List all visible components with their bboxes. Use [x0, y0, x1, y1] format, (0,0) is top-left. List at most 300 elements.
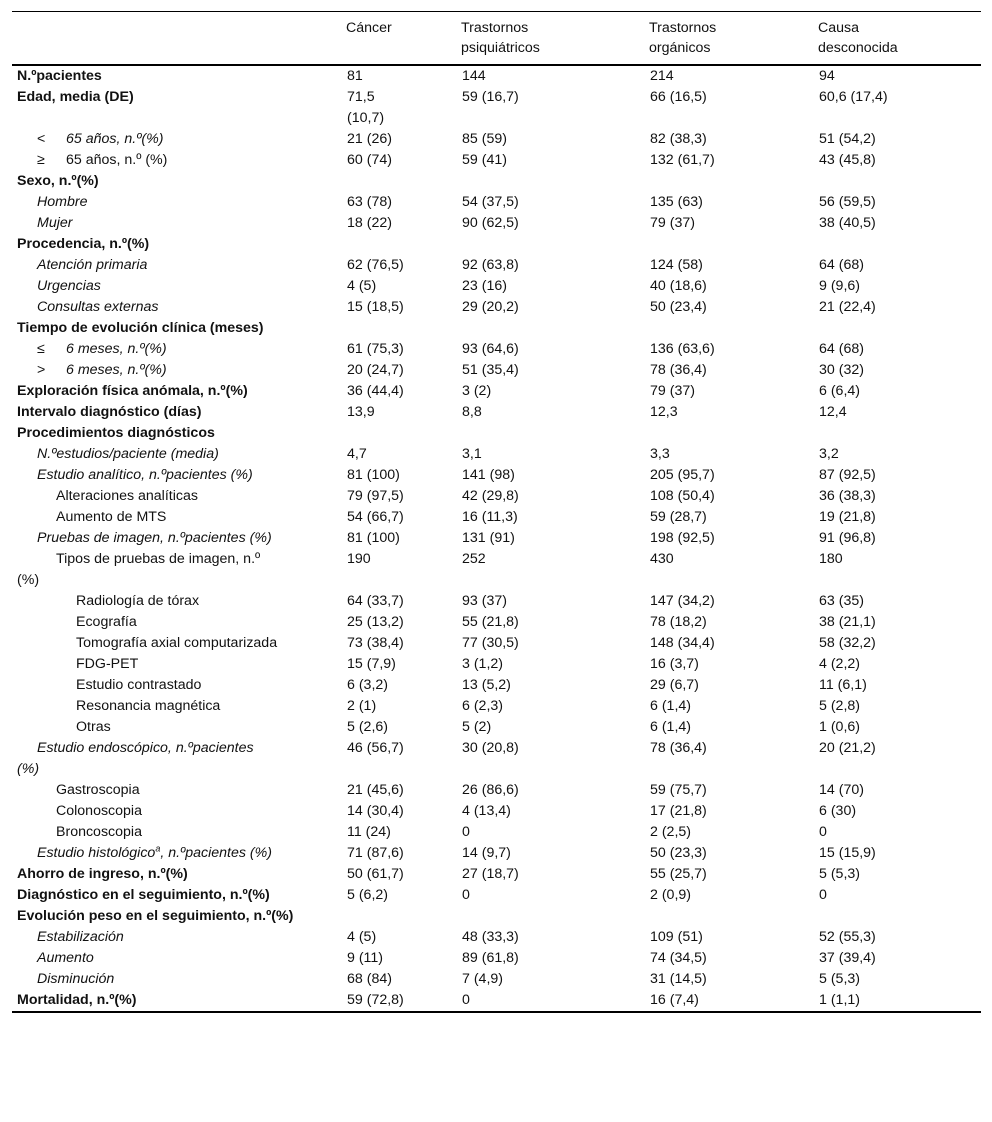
- table-cell: 136 (63,6): [650, 341, 715, 357]
- table-cell: 25 (13,2): [347, 614, 404, 630]
- row-label-text: Edad, media (DE): [17, 89, 134, 105]
- table-cell: 109 (51): [650, 929, 703, 945]
- table-cell: 92 (63,8): [462, 257, 519, 273]
- table-cell: 16 (3,7): [650, 656, 699, 672]
- row-label: [12, 633, 342, 654]
- table-cell: 148 (34,4): [650, 635, 715, 651]
- table-cell: 144: [462, 68, 486, 84]
- row-label: [12, 129, 342, 150]
- row-label: [12, 654, 342, 675]
- row-label-text: Consultas externas: [37, 299, 159, 315]
- table-cell: 214: [650, 68, 674, 84]
- table-cell: 79 (37): [650, 383, 695, 399]
- table-cell: 0: [462, 992, 470, 1008]
- table-row: [12, 801, 981, 822]
- table-row: [12, 360, 981, 381]
- row-label: [12, 528, 342, 549]
- row-label-text: 65 años, n.º (%): [66, 152, 168, 168]
- table-cell: 205 (95,7): [650, 467, 715, 483]
- table-cell: 16 (11,3): [462, 509, 518, 525]
- table-cell: [342, 318, 457, 339]
- table-cell: [342, 423, 457, 444]
- table-row: [12, 696, 981, 717]
- empty-cell: [814, 759, 981, 780]
- table-cell: 68 (84): [347, 971, 392, 987]
- table-cell: 78 (18,2): [650, 614, 707, 630]
- row-label: [12, 885, 342, 906]
- table-row: [12, 927, 981, 948]
- table-cell: 2 (2,5): [650, 824, 692, 840]
- row-label: [12, 171, 342, 192]
- table-cell: 78 (36,4): [650, 740, 707, 756]
- table-cell: 85 (59): [462, 131, 507, 147]
- table-cell: 56 (59,5): [819, 194, 876, 210]
- table-row: [12, 885, 981, 906]
- row-label: [12, 360, 342, 381]
- table-cell: 0: [462, 887, 470, 903]
- table-cell: 94: [819, 68, 835, 84]
- table-cell: 430: [650, 551, 674, 567]
- table-cell: 0: [819, 887, 827, 903]
- row-label: [12, 255, 342, 276]
- table-cell: 52 (55,3): [819, 929, 876, 945]
- table-cell: 90 (62,5): [462, 215, 519, 231]
- table-cell: 59 (28,7): [650, 509, 707, 525]
- table-cell: 4 (5): [347, 929, 377, 945]
- row-label: [12, 969, 342, 990]
- table-cell: 71 (87,6): [347, 845, 404, 861]
- row-label: [12, 906, 342, 927]
- row-label: [12, 213, 342, 234]
- table-cell: 3,2: [819, 446, 839, 462]
- table-row: [12, 822, 981, 843]
- table-cell: 6 (30): [819, 803, 857, 819]
- table-cell: 46 (56,7): [347, 740, 404, 756]
- table-cell: 51 (54,2): [819, 131, 876, 147]
- table-cell: 60 (74): [347, 152, 392, 168]
- table-cell: 14 (70): [819, 782, 864, 798]
- row-label: [12, 696, 342, 717]
- footnote-marker: a: [155, 843, 161, 854]
- row-label-text: Hombre: [37, 194, 88, 210]
- table-cell: [814, 423, 981, 444]
- empty-cell: [457, 570, 645, 591]
- row-label-text: 65 años, n.º(%): [66, 131, 164, 147]
- table-cell: 71,5 (10,7): [347, 89, 385, 126]
- table-cell: 21 (26): [347, 131, 392, 147]
- table-cell: 15 (15,9): [819, 845, 876, 861]
- table-cell: 18 (22): [347, 215, 392, 231]
- row-label-text: Evolución peso en el seguimiento, n.º(%): [17, 908, 294, 924]
- table-row: [12, 738, 981, 759]
- table-cell: [457, 906, 645, 927]
- row-label: [12, 864, 342, 885]
- table-cell: [457, 171, 645, 192]
- row-label-text: FDG-PET: [76, 656, 139, 672]
- row-label-text: Tipos de pruebas de imagen, n.º: [56, 551, 261, 567]
- row-label: [12, 822, 342, 843]
- table-cell: 64 (68): [819, 257, 864, 273]
- table-cell: 141 (98): [462, 467, 515, 483]
- table-row: [12, 969, 981, 990]
- row-label-text: Ahorro de ingreso, n.º(%): [17, 866, 188, 882]
- row-label-text: Ecografía: [76, 614, 137, 630]
- table-row: [12, 381, 981, 402]
- table-cell: 19 (21,8): [819, 509, 876, 525]
- table-cell: 1 (0,6): [819, 719, 861, 735]
- empty-cell: [645, 759, 814, 780]
- table-row: [12, 675, 981, 696]
- row-label-text: Gastroscopia: [56, 782, 140, 798]
- table-cell: 2 (1): [347, 698, 377, 714]
- table-cell: 60,6 (17,4): [819, 89, 888, 105]
- table-row: [12, 65, 981, 87]
- table-cell: 4 (2,2): [819, 656, 861, 672]
- table-cell: 14 (30,4): [347, 803, 404, 819]
- table-cell: 135 (63): [650, 194, 703, 210]
- header-cell-cancer: Cáncer: [346, 20, 392, 36]
- row-label-text: Broncoscopia: [56, 824, 142, 840]
- table-cell: [814, 906, 981, 927]
- table-row: [12, 528, 981, 549]
- table-cell: 64 (68): [819, 341, 864, 357]
- row-label: [12, 843, 342, 864]
- table-row: [12, 549, 981, 570]
- table-cell: 0: [462, 824, 470, 840]
- table-cell: 82 (38,3): [650, 131, 707, 147]
- table-cell: 5 (2): [462, 719, 492, 735]
- table-cell: 6 (3,2): [347, 677, 389, 693]
- table-cell: 131 (91): [462, 530, 515, 546]
- row-label-text: Radiología de tórax: [76, 593, 200, 609]
- table-cell: [645, 318, 814, 339]
- row-label: [12, 675, 342, 696]
- row-label-text: Estudio contrastado: [76, 677, 202, 693]
- empty-cell: [645, 570, 814, 591]
- table-cell: 59 (75,7): [650, 782, 707, 798]
- table-cell: 20 (21,2): [819, 740, 876, 756]
- table-cell: 15 (7,9): [347, 656, 396, 672]
- row-label: [12, 507, 342, 528]
- table-cell: 42 (29,8): [462, 488, 519, 504]
- table-row: [12, 213, 981, 234]
- table-row: [12, 864, 981, 885]
- header-cell-unknown: Causa desconocida: [818, 20, 898, 56]
- table-cell: [342, 906, 457, 927]
- table-cell: 6 (1,4): [650, 719, 692, 735]
- table-cell: 180: [819, 551, 843, 567]
- table-cell: 12,4: [819, 404, 847, 420]
- row-label: [12, 150, 342, 171]
- table-cell: 147 (34,2): [650, 593, 715, 609]
- table-cell: [457, 318, 645, 339]
- empty-cell: [457, 759, 645, 780]
- table-cell: 2 (0,9): [650, 887, 692, 903]
- table-cell: 132 (61,7): [650, 152, 715, 168]
- row-label-text: Atención primaria: [37, 257, 148, 273]
- row-label: [12, 381, 342, 402]
- table-cell: 63 (78): [347, 194, 392, 210]
- table-cell: 87 (92,5): [819, 467, 876, 483]
- table-cell: 6 (6,4): [819, 383, 861, 399]
- row-label-text: Mortalidad, n.º(%): [17, 992, 137, 1008]
- table-row: [12, 948, 981, 969]
- table-cell: 16 (7,4): [650, 992, 699, 1008]
- table-cell: 59 (41): [462, 152, 507, 168]
- table-row: [12, 255, 981, 276]
- table-cell: 4 (5): [347, 278, 377, 294]
- table-cell: 198 (92,5): [650, 530, 715, 546]
- table-cell: 43 (45,8): [819, 152, 876, 168]
- table-cell: 11 (6,1): [819, 677, 867, 693]
- row-label-text: Exploración física anómala, n.º(%): [17, 383, 248, 399]
- table-cell: 64 (33,7): [347, 593, 404, 609]
- table-cell: 81: [347, 68, 363, 84]
- table-cell: 20 (24,7): [347, 362, 404, 378]
- row-label-text: 6 meses, n.º(%): [66, 341, 167, 357]
- row-label: [12, 234, 342, 255]
- table-cell: [645, 171, 814, 192]
- row-label-text: Resonancia magnética: [76, 698, 221, 714]
- empty-cell: [342, 759, 457, 780]
- table-cell: 37 (39,4): [819, 950, 876, 966]
- comparison-symbol: <: [37, 131, 46, 147]
- table-cell: 77 (30,5): [462, 635, 519, 651]
- row-label: [12, 591, 342, 612]
- table-cell: 38 (40,5): [819, 215, 876, 231]
- table-row: [12, 402, 981, 423]
- table-cell: 55 (21,8): [462, 614, 519, 630]
- table-cell: 93 (37): [462, 593, 507, 609]
- table-cell: 29 (20,2): [462, 299, 519, 315]
- table-cell: [457, 234, 645, 255]
- row-label-text: Alteraciones analíticas: [56, 488, 198, 504]
- table-row: [12, 318, 981, 339]
- table-cell: 51 (35,4): [462, 362, 519, 378]
- table-row: [12, 465, 981, 486]
- table-cell: 50 (23,4): [650, 299, 707, 315]
- table-cell: 6 (2,3): [462, 698, 504, 714]
- table-cell: 30 (32): [819, 362, 864, 378]
- table-row: [12, 843, 981, 864]
- table-cell: 36 (44,4): [347, 383, 404, 399]
- row-label: [12, 297, 342, 318]
- row-label: [12, 549, 342, 570]
- table-cell: 54 (66,7): [347, 509, 404, 525]
- row-label: [12, 948, 342, 969]
- table-body: [12, 65, 981, 1012]
- table-cell: 12,3: [650, 404, 678, 420]
- table-cell: 15 (18,5): [347, 299, 404, 315]
- row-label: [12, 612, 342, 633]
- table-cell: 11 (24): [347, 824, 391, 840]
- row-label-continuation: (%): [17, 572, 40, 588]
- table-cell: 9 (11): [347, 950, 384, 966]
- table-row: [12, 507, 981, 528]
- table-cell: 55 (25,7): [650, 866, 707, 882]
- table-cell: 93 (64,6): [462, 341, 519, 357]
- table-cell: 40 (18,6): [650, 278, 707, 294]
- table-cell: 73 (38,4): [347, 635, 404, 651]
- row-label-text: Tiempo de evolución clínica (meses): [17, 320, 264, 336]
- table-cell: 38 (21,1): [819, 614, 876, 630]
- table-cell: 81 (100): [347, 530, 400, 546]
- table-row: [12, 612, 981, 633]
- row-label: [12, 990, 342, 1012]
- table-cell: [645, 906, 814, 927]
- row-label-continuation: (%): [17, 761, 40, 777]
- table-cell: 252: [462, 551, 486, 567]
- table-cell: 3 (1,2): [462, 656, 504, 672]
- table-cell: [457, 423, 645, 444]
- row-label: [12, 318, 342, 339]
- table-cell: 27 (18,7): [462, 866, 519, 882]
- table-cell: 5 (5,3): [819, 866, 861, 882]
- row-label: [12, 87, 342, 129]
- table-cell: 21 (22,4): [819, 299, 876, 315]
- table-cell: [645, 423, 814, 444]
- header-cell-organic: Trastornos orgánicos: [649, 20, 717, 56]
- table-cell: 5 (2,6): [347, 719, 389, 735]
- table-cell: 91 (96,8): [819, 530, 876, 546]
- table-cell: 78 (36,4): [650, 362, 707, 378]
- header-cell-psychiatric: Trastornos psiquiátricos: [461, 20, 540, 56]
- table-cell: 50 (61,7): [347, 866, 404, 882]
- table-cell: 1 (1,1): [819, 992, 861, 1008]
- table-cell: 61 (75,3): [347, 341, 404, 357]
- table-row-continuation: [12, 570, 981, 591]
- table-cell: 8,8: [462, 404, 482, 420]
- table-cell: [814, 318, 981, 339]
- table-cell: 29 (6,7): [650, 677, 699, 693]
- table-cell: 50 (23,3): [650, 845, 707, 861]
- table-cell: 4 (13,4): [462, 803, 511, 819]
- table-row: [12, 87, 981, 129]
- row-label-text: Diagnóstico en el seguimiento, n.º(%): [17, 887, 270, 903]
- table-row: [12, 486, 981, 507]
- table-cell: 3,1: [462, 446, 482, 462]
- table-cell: 14 (9,7): [462, 845, 511, 861]
- table-cell: 7 (4,9): [462, 971, 504, 987]
- row-label-text: Aumento de MTS: [56, 509, 167, 525]
- empty-cell: [342, 570, 457, 591]
- table-cell: [342, 234, 457, 255]
- header-cell-stub: [12, 12, 342, 66]
- table-cell: 81 (100): [347, 467, 400, 483]
- row-label-text: 6 meses, n.º(%): [66, 362, 167, 378]
- table-row: [12, 423, 981, 444]
- table-row: [12, 591, 981, 612]
- table-cell: 21 (45,6): [347, 782, 404, 798]
- row-label-text: Pruebas de imagen, n.ºpacientes (%): [37, 530, 272, 546]
- table-row: [12, 654, 981, 675]
- table-cell: 3 (2): [462, 383, 492, 399]
- table-header: [12, 12, 981, 66]
- table-cell: 30 (20,8): [462, 740, 519, 756]
- table-cell: 59 (16,7): [462, 89, 519, 105]
- empty-cell: [814, 570, 981, 591]
- table-cell: 17 (21,8): [650, 803, 707, 819]
- row-label: [12, 65, 342, 87]
- row-label: [12, 276, 342, 297]
- data-table: [12, 11, 981, 1013]
- table-cell: 26 (86,6): [462, 782, 519, 798]
- row-label-text: N.ºestudios/paciente (media): [37, 446, 219, 462]
- row-label-text: Otras: [76, 719, 111, 735]
- row-label-text: Aumento: [37, 950, 94, 966]
- row-label: [12, 402, 342, 423]
- row-label: [12, 465, 342, 486]
- table-row: [12, 150, 981, 171]
- table-cell: 0: [819, 824, 827, 840]
- row-label: [12, 486, 342, 507]
- row-label-text: Procedimientos diagnósticos: [17, 425, 215, 441]
- table-row: [12, 129, 981, 150]
- table-cell: 3,3: [650, 446, 670, 462]
- row-label: [12, 780, 342, 801]
- table-cell: 79 (97,5): [347, 488, 404, 504]
- row-label-text: N.ºpacientes: [17, 68, 102, 84]
- table-cell: 108 (50,4): [650, 488, 715, 504]
- table-row: [12, 339, 981, 360]
- table-row: [12, 171, 981, 192]
- row-label: [12, 192, 342, 213]
- table-cell: 74 (34,5): [650, 950, 707, 966]
- row-label: [12, 717, 342, 738]
- row-label-text: Disminución: [37, 971, 115, 987]
- table-cell: 89 (61,8): [462, 950, 519, 966]
- table-cell: 59 (72,8): [347, 992, 404, 1008]
- comparison-symbol: ≤: [37, 341, 45, 357]
- row-label-suffix: , n.ºpacientes (%): [160, 845, 272, 861]
- table-cell: [814, 171, 981, 192]
- table-cell: 23 (16): [462, 278, 507, 294]
- table-cell: 31 (14,5): [650, 971, 707, 987]
- row-label-text: Estabilización: [37, 929, 124, 945]
- row-label-text: Tomografía axial computarizada: [76, 635, 278, 651]
- table-cell: 48 (33,3): [462, 929, 519, 945]
- row-label-text: Estudio analítico, n.ºpacientes (%): [37, 467, 253, 483]
- table-cell: 13,9: [347, 404, 375, 420]
- table-row: [12, 444, 981, 465]
- table-cell: 5 (6,2): [347, 887, 389, 903]
- table-cell: 36 (38,3): [819, 488, 876, 504]
- row-label-text: Intervalo diagnóstico (días): [17, 404, 202, 420]
- row-label: [12, 927, 342, 948]
- row-label-text: Colonoscopia: [56, 803, 142, 819]
- table-row: [12, 906, 981, 927]
- row-label-text: Estudio histológico: [37, 845, 156, 861]
- table-row: [12, 234, 981, 255]
- table-row: [12, 780, 981, 801]
- table-row: [12, 297, 981, 318]
- row-label-text: Estudio endoscópico, n.ºpacientes: [37, 740, 254, 756]
- table-cell: 63 (35): [819, 593, 864, 609]
- comparison-symbol: >: [37, 362, 46, 378]
- table-cell: 58 (32,2): [819, 635, 876, 651]
- table-row: [12, 276, 981, 297]
- table-cell: 13 (5,2): [462, 677, 511, 693]
- table-cell: 79 (37): [650, 215, 695, 231]
- table-cell: 4,7: [347, 446, 367, 462]
- row-label: [12, 423, 342, 444]
- table-cell: 9 (9,6): [819, 278, 861, 294]
- row-label-text: Mujer: [37, 215, 73, 231]
- row-label: [12, 339, 342, 360]
- table-row: [12, 717, 981, 738]
- comparison-symbol: ≥: [37, 152, 45, 168]
- table-row: [12, 990, 981, 1012]
